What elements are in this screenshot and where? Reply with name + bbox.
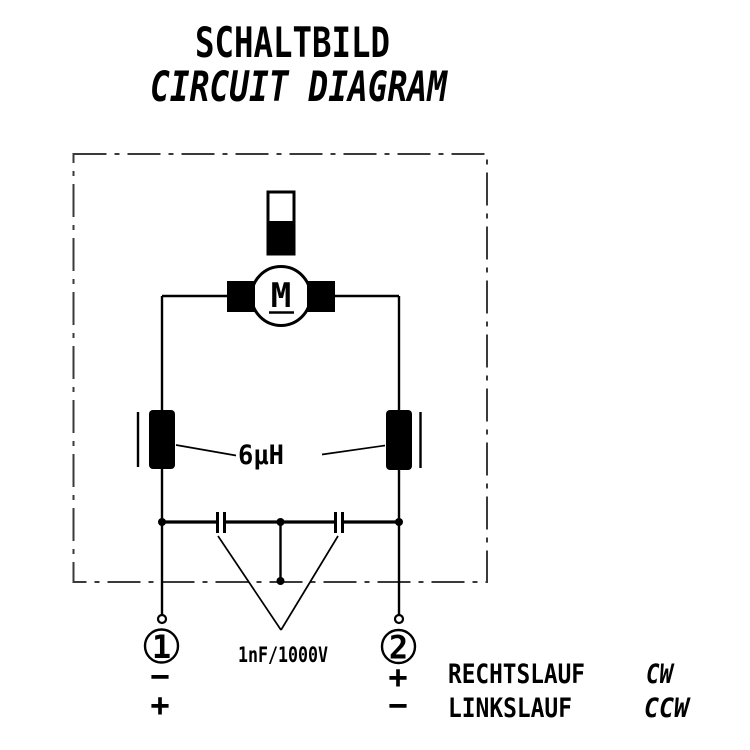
title-german: SCHALTBILD — [195, 18, 390, 67]
suppression-choke-left — [138, 410, 175, 469]
junction-node-center — [277, 518, 285, 526]
half-filled-rect-lower-fill — [267, 221, 296, 256]
suppression-choke-right — [386, 410, 421, 470]
inductance-value-label: 6µH — [238, 440, 284, 471]
suppression-capacitor-left — [218, 512, 225, 533]
terminal-1-number: 1 — [151, 628, 172, 666]
terminal-1-sign-top: − — [150, 657, 170, 695]
rotation-legend — [448, 659, 692, 724]
terminal-1-sign-bottom: + — [150, 686, 170, 724]
legend-ccw-abbrev: CCW — [644, 693, 692, 724]
legend-cw-abbrev: CW — [646, 659, 676, 690]
junction-node-left — [158, 518, 166, 526]
terminal-1 — [145, 628, 178, 724]
suppression-capacitor-right — [336, 512, 343, 533]
choke-right-body — [386, 410, 412, 470]
motor-label: M — [270, 276, 292, 316]
chassis-ground-node — [277, 577, 285, 585]
capacitance-value-label: 1nF/1000V — [238, 643, 329, 667]
leader-choke-right — [322, 446, 385, 455]
title-english: CIRCUIT DIAGRAM — [150, 62, 449, 111]
terminal-2-sign-top: + — [388, 658, 408, 696]
terminal-2-pin — [395, 615, 403, 623]
enclosure-boundary — [74, 154, 488, 582]
terminal-2 — [382, 629, 415, 725]
terminal-2-number: 2 — [388, 628, 409, 667]
leader-choke-left — [176, 445, 236, 456]
legend-cw-german: RECHTSLAUF — [448, 659, 585, 690]
terminal-1-pin — [158, 615, 166, 623]
legend-ccw-german: LINKSLAUF — [448, 693, 572, 724]
choke-left-body — [149, 410, 175, 469]
motor-symbol — [227, 267, 335, 326]
junction-node-right — [395, 518, 403, 526]
half-filled-rectangle-symbol — [267, 192, 296, 256]
terminal-2-sign-bottom: − — [388, 686, 408, 724]
